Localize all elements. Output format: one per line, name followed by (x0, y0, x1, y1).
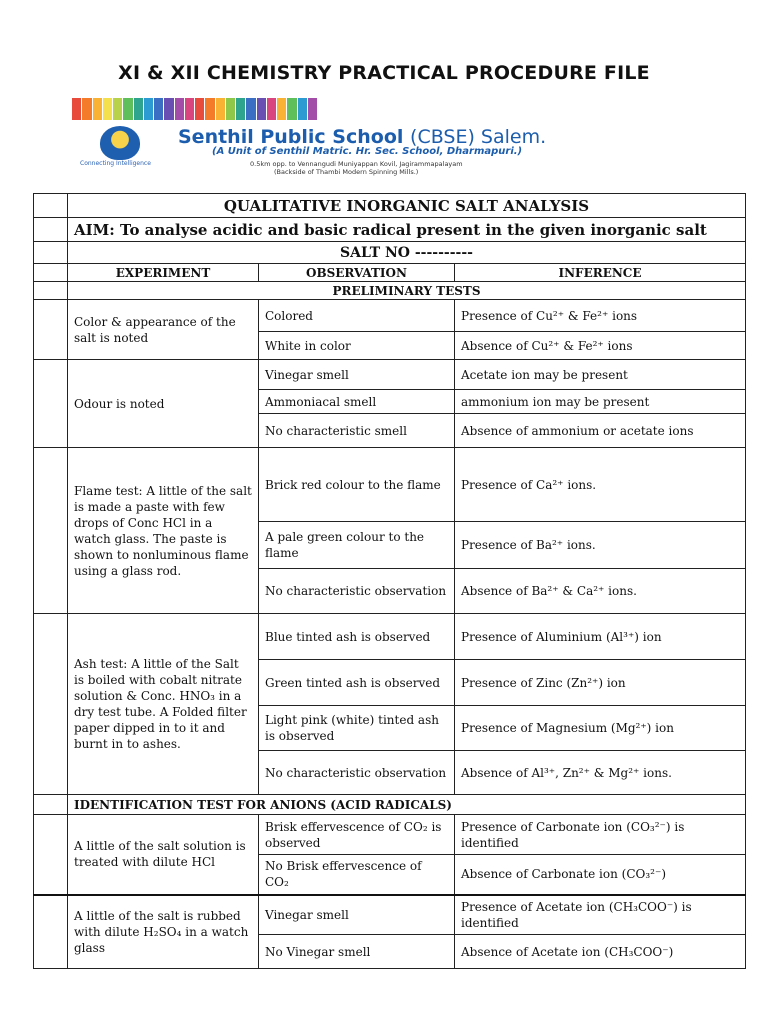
pencil-stripe (236, 98, 245, 120)
blank-cell (34, 242, 68, 264)
pencil-stripe (195, 98, 204, 120)
blank-cell (34, 614, 68, 795)
table-cell-inference: Absence of Carbonate ion (CO₃²⁻) (455, 855, 746, 895)
school-address-line2: (Backside of Thambi Modern Spinning Mills.) (274, 168, 419, 176)
blank-cell (34, 264, 68, 282)
salt-number: SALT NO ---------- (68, 242, 746, 264)
experiment-ash-test: Ash test: A little of the Salt is boiled with cobalt nitrate solution & Conc. HNO₃ in a dry test tube. A Folded filter paper dipped in to it and burnt in to ashes. (68, 614, 259, 795)
table-cell-observation: Colored (259, 300, 455, 332)
table-cell-inference: Presence of Aluminium (Al³⁺) ion (455, 614, 746, 660)
pencil-stripe (134, 98, 143, 120)
blank-cell (34, 448, 68, 614)
blank-cell (34, 360, 68, 448)
pencil-stripe (226, 98, 235, 120)
table-cell-inference: Acetate ion may be present (455, 360, 746, 390)
table-heading: QUALITATIVE INORGANIC SALT ANALYSIS (68, 194, 746, 218)
column-header-inference: INFERENCE (455, 264, 746, 282)
pencil-stripe (308, 98, 317, 120)
table-cell-inference: Absence of Cu²⁺ & Fe²⁺ ions (455, 332, 746, 360)
pencil-stripe (216, 98, 225, 120)
pencil-stripe (298, 98, 307, 120)
table-cell-inference: Presence of Acetate ion (CH₃COO⁻) is identified (455, 895, 746, 935)
table-cell-observation: No Vinegar smell (259, 935, 455, 969)
page-title: XI & XII CHEMISTRY PRACTICAL PROCEDURE FILE (118, 62, 650, 84)
table-cell-observation: No characteristic observation (259, 751, 455, 795)
table-cell-observation: No characteristic observation (259, 569, 455, 614)
table-cell-inference: Presence of Zinc (Zn²⁺) ion (455, 660, 746, 706)
section-anion-tests: IDENTIFICATION TEST FOR ANIONS (ACID RADICALS) (68, 795, 746, 815)
table-cell-inference: Absence of Ba²⁺ & Ca²⁺ ions. (455, 569, 746, 614)
table-cell-observation: No Brisk effervescence of CO₂ (259, 855, 455, 895)
table-cell-inference: ammonium ion may be present (455, 390, 746, 414)
table-cell-observation: Vinegar smell (259, 895, 455, 935)
table-cell-inference: Presence of Ca²⁺ ions. (455, 448, 746, 522)
table-cell-inference: Presence of Ba²⁺ ions. (455, 522, 746, 569)
table-cell-inference: Absence of Acetate ion (CH₃COO⁻) (455, 935, 746, 969)
pencil-stripe (123, 98, 132, 120)
school-name: Senthil Public School (CBSE) Salem. (178, 126, 547, 148)
pencil-stripe (175, 98, 184, 120)
experiment-color: Color & appearance of the salt is noted (68, 300, 259, 360)
table-cell-inference: Absence of ammonium or acetate ions (455, 414, 746, 448)
school-address-line1: 0.5km opp. to Vennangudi Muniyappan Kovil, Jagirammapalayam (250, 160, 463, 168)
pencils-graphic (72, 98, 318, 120)
column-header-experiment: EXPERIMENT (68, 264, 259, 282)
table-cell-observation: Blue tinted ash is observed (259, 614, 455, 660)
school-crest-icon (100, 126, 140, 160)
column-header-observation: OBSERVATION (259, 264, 455, 282)
pencil-stripe (82, 98, 91, 120)
blank-cell (34, 795, 68, 815)
pencil-stripe (257, 98, 266, 120)
pencil-stripe (267, 98, 276, 120)
blank-cell (34, 300, 68, 360)
pencil-stripe (205, 98, 214, 120)
section-preliminary-tests: PRELIMINARY TESTS (68, 282, 746, 300)
table-cell-inference: Presence of Magnesium (Mg²⁺) ion (455, 706, 746, 751)
pencil-stripe (277, 98, 286, 120)
experiment-flame-test: Flame test: A little of the salt is made a paste with few drops of Conc HCl in a watch glass. The paste is shown to nonluminous flame using a glass rod. (68, 448, 259, 614)
table-cell-observation: White in color (259, 332, 455, 360)
school-tagline: Connecting Intelligence (80, 160, 151, 167)
table-cell-observation: Ammoniacal smell (259, 390, 455, 414)
pencil-stripe (93, 98, 102, 120)
pencil-stripe (246, 98, 255, 120)
blank-cell (34, 895, 68, 969)
experiment-dilute-h2so4: A little of the salt is rubbed with dilute H₂SO₄ in a watch glass (68, 895, 259, 969)
table-cell-observation: Brick red colour to the flame (259, 448, 455, 522)
aim-text: AIM: To analyse acidic and basic radical present in the given inorganic salt (68, 218, 746, 242)
pencil-stripe (144, 98, 153, 120)
blank-cell (34, 218, 68, 242)
pencil-stripe (103, 98, 112, 120)
table-cell-observation: A pale green colour to the flame (259, 522, 455, 569)
table-cell-observation: Brisk effervescence of CO₂ is observed (259, 815, 455, 855)
table-cell-observation: Light pink (white) tinted ash is observed (259, 706, 455, 751)
table-cell-inference: Absence of Al³⁺, Zn²⁺ & Mg²⁺ ions. (455, 751, 746, 795)
school-banner (72, 98, 672, 174)
salt-analysis-table (33, 193, 746, 969)
table-cell-observation: No characteristic smell (259, 414, 455, 448)
table-cell-inference: Presence of Carbonate ion (CO₃²⁻) is identified (455, 815, 746, 855)
blank-cell (34, 815, 68, 895)
pencil-stripe (72, 98, 81, 120)
table-cell-observation: Vinegar smell (259, 360, 455, 390)
experiment-odour: Odour is noted (68, 360, 259, 448)
pencil-stripe (113, 98, 122, 120)
table-cell-inference: Presence of Cu²⁺ & Fe²⁺ ions (455, 300, 746, 332)
table-cell-observation: Green tinted ash is observed (259, 660, 455, 706)
pencil-stripe (287, 98, 296, 120)
blank-cell (34, 282, 68, 300)
pencil-stripe (154, 98, 163, 120)
school-unit: (A Unit of Senthil Matric. Hr. Sec. School, Dharmapuri.) (212, 146, 523, 157)
blank-cell (34, 194, 68, 218)
pencil-stripe (185, 98, 194, 120)
experiment-dilute-hcl: A little of the salt solution is treated with dilute HCl (68, 815, 259, 895)
pencil-stripe (164, 98, 173, 120)
